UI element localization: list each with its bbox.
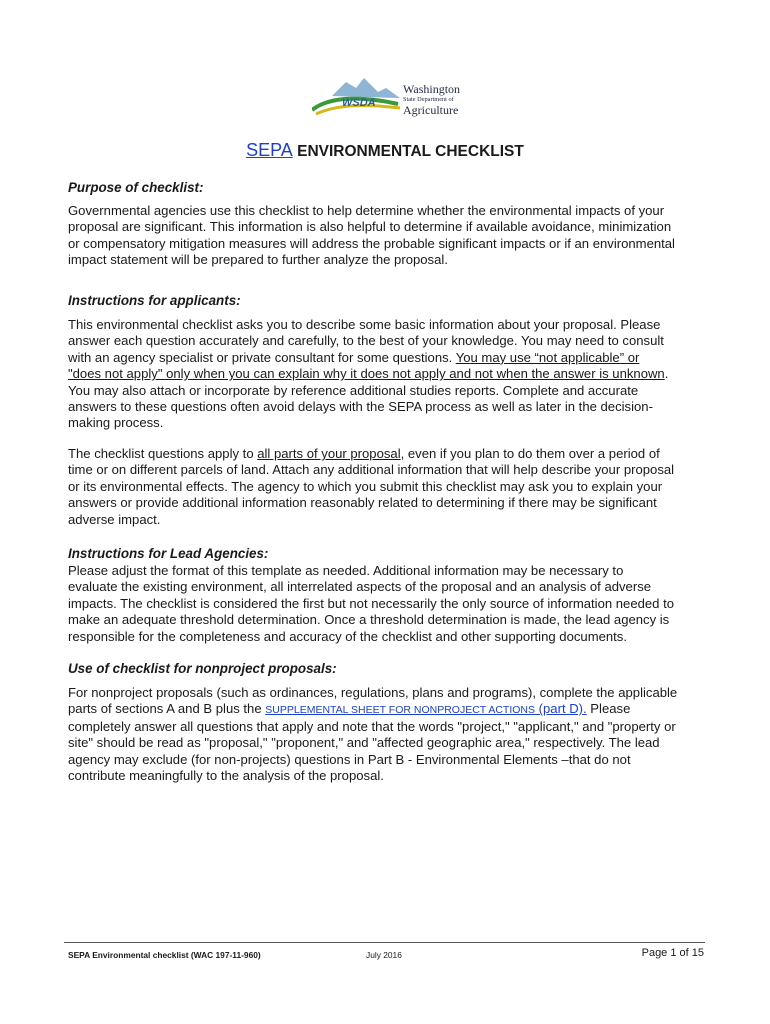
text-line: adverse impact.	[68, 511, 161, 527]
text-line	[68, 366, 708, 382]
text-line: making process.	[68, 415, 164, 431]
footer-divider	[64, 942, 705, 943]
text-segment: with an agency specialist or private consultant for some questions.	[68, 349, 456, 365]
logo-name-line3: Agriculture	[403, 103, 459, 118]
text-line: You may also attach or incorporate by reference additional studies reports. Complete and accurate	[68, 382, 639, 398]
underlined-text: all parts of your proposal	[257, 446, 401, 461]
nonproject-heading: Use of checklist for nonproject proposals:	[68, 661, 337, 676]
underlined-text: You may use “not applicable” or	[455, 349, 640, 365]
text-line: impacts. The checklist is considered the first but not necessarily the only source of information needed to	[68, 595, 675, 611]
text-line: responsible for the completeness and accuracy of the checklist and other supporting documents.	[68, 628, 627, 644]
text-line: This environmental checklist asks you to describe some basic information about your proposal. Please	[68, 317, 661, 332]
sepa-link[interactable]: SEPA	[246, 140, 293, 160]
text-segment: parts of sections A and B plus the	[68, 701, 266, 717]
page-title	[0, 140, 770, 161]
logo-name-line2: State Department of	[403, 96, 454, 103]
text-line	[68, 350, 708, 366]
text-segment: , even if you plan to do them over a period of	[400, 446, 660, 461]
text-line	[68, 446, 708, 462]
text-line: impact statement will be prepared to further analyze the proposal.	[68, 252, 448, 268]
lead-agencies-heading: Instructions for Lead Agencies:	[68, 546, 269, 561]
text-line: answers or provide additional information reasonably related to determining if there may be significant	[68, 495, 657, 511]
text-line: completely answer all questions that apply and note that the words "project," "applicant," and "property or	[68, 718, 676, 734]
text-segment: The checklist questions apply to	[68, 446, 258, 461]
text-line: or its environmental effects. The agency to which you submit this checklist may ask you to explain your	[68, 478, 663, 494]
text-line: evaluate the existing environment, all interrelated aspects of the proposal and an analysis of adverse	[68, 579, 652, 595]
text-segment: Please	[586, 701, 631, 717]
supplemental-sheet-link[interactable]: SUPPLEMENTAL SHEET FOR NONPROJECT ACTIONS	[265, 704, 536, 717]
footer-page-number: Page 1 of 15	[641, 947, 704, 959]
logo-name-line1: Washington	[403, 82, 461, 96]
purpose-heading: Purpose of checklist:	[68, 180, 204, 195]
wsda-name	[403, 83, 460, 116]
text-line: agency may exclude (for non-projects) questions in Part B - Environmental Elements –that do not	[68, 751, 631, 767]
footer-document-name: SEPA Environmental checklist (WAC 197-11-960)	[68, 950, 261, 960]
text-line: make an adequate threshold determination. Once a threshold determination is made, the lead agency is	[68, 612, 670, 628]
text-line: answer each question accurately and carefully, to the best of your knowledge. You may need to consult	[68, 333, 664, 349]
applicants-paragraph-2	[68, 446, 708, 528]
text-line: For nonproject proposals (such as ordinances, regulations, plans and programs), complete the applicable	[68, 685, 678, 700]
applicants-paragraph-1	[68, 317, 708, 432]
underlined-text: "does not apply" only when you can explain why it does not apply and not when the answer is unknown	[68, 366, 665, 382]
nonproject-paragraph	[68, 685, 708, 784]
text-line: Governmental agencies use this checklist to help determine whether the environmental impacts of your	[68, 203, 665, 218]
applicants-heading: Instructions for applicants:	[68, 293, 241, 308]
text-line: time or on different parcels of land. Attach any additional information that will help describe your proposal	[68, 462, 675, 478]
lead-agencies-paragraph	[68, 563, 708, 645]
wsda-badge-text: WSDA	[342, 97, 376, 109]
title-text: ENVIRONMENTAL CHECKLIST	[292, 143, 524, 160]
text-line: or compensatory mitigation measures will address the probable significant impacts or if an environmental	[68, 235, 675, 251]
text-line	[68, 701, 708, 718]
text-line: contribute meaningfully to the analysis of the proposal.	[68, 768, 384, 784]
part-d-link[interactable]: (part D).	[535, 701, 587, 717]
text-line: proposal are significant. This information is also helpful to determine if available avoidance, minimization	[68, 219, 672, 235]
text-line: Please adjust the format of this template as needed. Additional information may be necessary to	[68, 563, 624, 578]
wsda-logo	[312, 74, 462, 120]
text-segment: .	[664, 366, 669, 382]
wsda-logo-mark-icon	[312, 74, 404, 120]
purpose-paragraph	[68, 203, 708, 269]
footer-date: July 2016	[366, 950, 402, 960]
text-line: answers to these questions often avoid delays with the SEPA process as well as later in the decision-	[68, 399, 653, 415]
text-line: site" should be read as "proposal," "proponent," and "affected geographic area," respectively. The lead	[68, 735, 660, 751]
